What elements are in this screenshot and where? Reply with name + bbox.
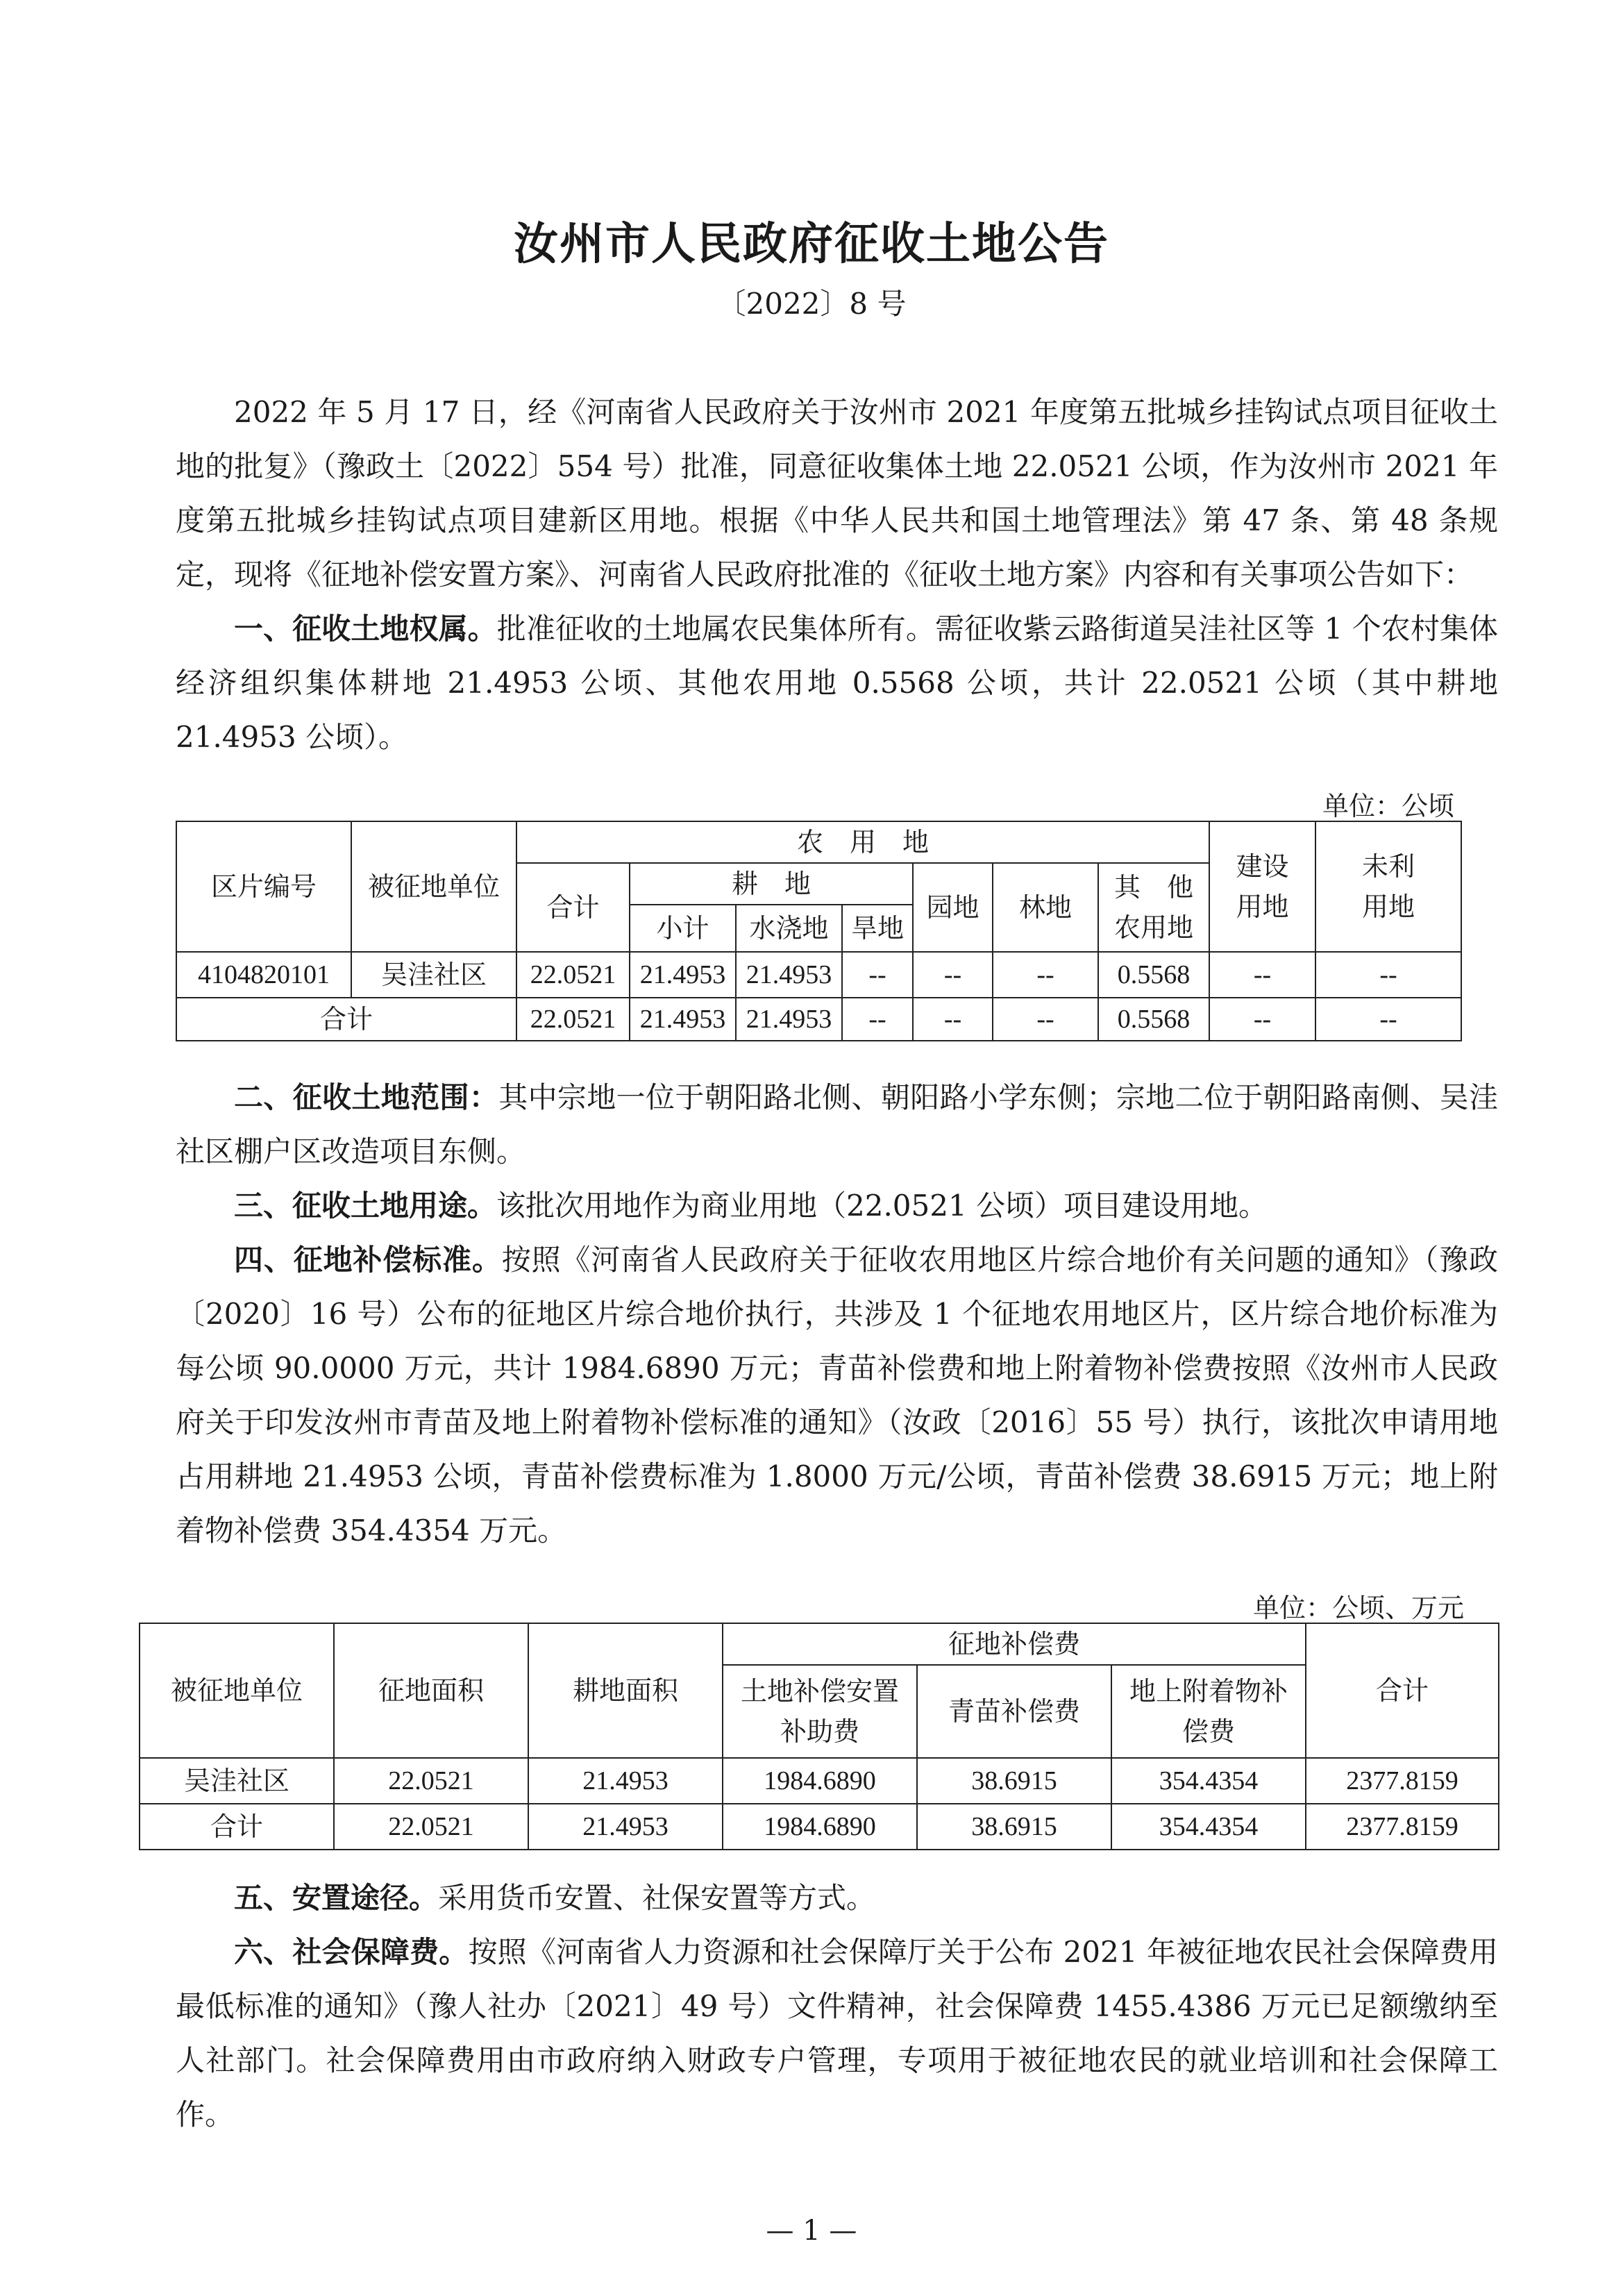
cell-crop: 38.6915 [917,1758,1111,1804]
header-expropriated-unit-2: 被征地单位 [140,1623,334,1758]
header-subtotal: 小计 [630,905,736,952]
cell-sum-crop: 38.6915 [917,1804,1111,1850]
section-4-heading: 四、征地补偿标准。 [234,1243,502,1277]
cell-sum-land: 1984.6890 [723,1804,917,1850]
cell-unit-2: 吴洼社区 [140,1758,334,1804]
cell-sum-label: 合计 [176,998,516,1041]
header-construction-land: 建设 用地 [1209,821,1315,952]
header-dry: 旱地 [842,905,913,952]
header-attachment-compensation: 地上附着物补 偿费 [1111,1665,1306,1758]
section-6 [176,1925,1498,2142]
header-expropriated-unit: 被征地单位 [351,821,516,952]
cell-attach: 354.4354 [1111,1758,1306,1804]
header-total-2: 合计 [1306,1623,1499,1758]
cell-forest: -- [993,952,1098,998]
header-other-agri: 其 他 农用地 [1098,863,1209,952]
section-1 [176,602,1498,764]
cell-sum-other: 0.5568 [1098,998,1209,1041]
section-5-heading: 五、安置途径。 [234,1881,439,1915]
section-1-body: 批准征收的土地属农民集体所有。需征收紫云路街道吴洼社区等 1 个农村集体经济组织集体耕地 21.4953 公顷、其他农用地 0.5568 公顷，共计 22.0521 公顷（其中耕地 21.4953 公顷）。 [176,612,1498,754]
section-4 [176,1233,1498,1558]
cell-sum-attach: 354.4354 [1111,1804,1306,1850]
header-irrigated: 水浇地 [736,905,842,952]
cell-sum-dry: -- [842,998,913,1041]
document-number: 〔2022〕8 号 [716,287,907,321]
header-land-compensation: 土地补偿安置 补助费 [723,1665,917,1758]
header-forest: 林地 [993,863,1098,952]
cell-sum-total: 22.0521 [516,998,630,1041]
cell-sum-subtotal: 21.4953 [630,998,736,1041]
cell-unit: 吴洼社区 [351,952,516,998]
table-sum-row [140,1804,1499,1850]
section-1-heading: 一、征收土地权属。 [234,612,497,646]
section-5-body: 采用货币安置、社保安置等方式。 [438,1881,876,1915]
table1-unit: 单位：公顷 [1322,791,1455,821]
header-land-area: 征地面积 [334,1623,528,1758]
table2-unit: 单位：公顷、万元 [1253,1593,1465,1623]
cell-arable: 21.4953 [528,1758,723,1804]
section-6-body: 按照《河南省人力资源和社会保障厅关于公布 2021 年被征地农民社会保障费用最低标准的通知》（豫人社办〔2021〕49 号）文件精神，社会保障费 1455.4386 万元已足额缴纳至人社部门。社会保障费用由市政府纳入财政专户管理，专项用于被征地农民的就业培训和社会保障工作。 [176,1935,1498,2131]
cell-sum-area: 22.0521 [334,1804,528,1850]
section-4-body: 按照《河南省人民政府关于征收农用地区片综合地价有关问题的通知》（豫政〔2020〕16 号）公布的征地区片综合地价执行，共涉及 1 个征地农用地区片，区片综合地价标准为每公顷 90.0000 万元，共计 1984.6890 万元；青苗补偿费和地上附着物补偿费按照《汝州市人民政府关于印发汝州市青苗及地上附着物补偿标准的通知》（汝政〔2016〕55 号）执行，该批次申请用地占用耕地 21.4953 公顷，青苗补偿费标准为 1.8000 万元/公顷，青苗补偿费 38.6915 万元；地上附着物补偿费 354.4354 万元。 [176,1243,1498,1548]
cell-sum-arable: 21.4953 [528,1804,723,1850]
section-5 [176,1871,1498,1925]
cell-area-id: 4104820101 [176,952,351,998]
cell-other: 0.5568 [1098,952,1209,998]
cell-construction: -- [1209,952,1315,998]
table-sum-row [176,998,1461,1041]
land-ownership-table [176,821,1462,1041]
table-row [176,952,1461,998]
section-6-heading: 六、社会保障费。 [234,1935,469,1969]
header-crop-compensation: 青苗补偿费 [917,1665,1111,1758]
cell-garden: -- [913,952,993,998]
header-total: 合计 [516,863,630,952]
header-garden: 园地 [913,863,993,952]
cell-sum-garden: -- [913,998,993,1041]
cell-unused: -- [1315,952,1461,998]
cell-sum-label-2: 合计 [140,1804,334,1850]
header-arable-area: 耕地面积 [528,1623,723,1758]
section-2 [176,1071,1498,1179]
header-agricultural-land: 农 用 地 [516,821,1209,863]
cell-sum-forest: -- [993,998,1098,1041]
cell-area: 22.0521 [334,1758,528,1804]
cell-subtotal: 21.4953 [630,952,736,998]
table-row [140,1758,1499,1804]
cell-dry: -- [842,952,913,998]
document-title: 汝州市人民政府征收土地公告 [514,219,1109,270]
cell-land: 1984.6890 [723,1758,917,1804]
section-3 [176,1179,1498,1233]
section-2-body: 其中宗地一位于朝阳路北侧、朝阳路小学东侧；宗地二位于朝阳路南侧、吴洼社区棚户区改造项目东侧。 [176,1080,1498,1168]
cell-sum-unused: -- [1315,998,1461,1041]
header-compensation: 征地补偿费 [723,1623,1306,1665]
cell-sum-construction: -- [1209,998,1315,1041]
compensation-table [139,1623,1499,1850]
cell-sum-irrigated: 21.4953 [736,998,842,1041]
page-number: — 1 — [766,2215,857,2247]
cell-sum-total-2: 2377.8159 [1306,1804,1499,1850]
cell-total: 22.0521 [516,952,630,998]
intro-paragraph: 2022 年 5 月 17 日，经《河南省人民政府关于汝州市 2021 年度第五批城乡挂钩试点项目征收土地的批复》（豫政土〔2022〕554 号）批准，同意征收集体土地 22.0521 公顷，作为汝州市 2021 年度第五批城乡挂钩试点项目建新区用地。根据《中华人民共和国土地管理法》第 47 条、第 48 条规定，现将《征地补偿安置方案》、河南省人民政府批准的《征收土地方案》内容和有关事项公告如下： [176,395,1498,592]
header-arable: 耕 地 [630,863,913,905]
cell-total-2: 2377.8159 [1306,1758,1499,1804]
section-2-heading: 二、征收土地范围： [234,1080,499,1114]
section-3-heading: 三、征收土地用途。 [234,1189,497,1223]
cell-irrigated: 21.4953 [736,952,842,998]
header-area-id: 区片编号 [176,821,351,952]
section-3-body: 该批次用地作为商业用地（22.0521 公顷）项目建设用地。 [496,1189,1268,1223]
header-unused-land: 未利 用地 [1315,821,1461,952]
